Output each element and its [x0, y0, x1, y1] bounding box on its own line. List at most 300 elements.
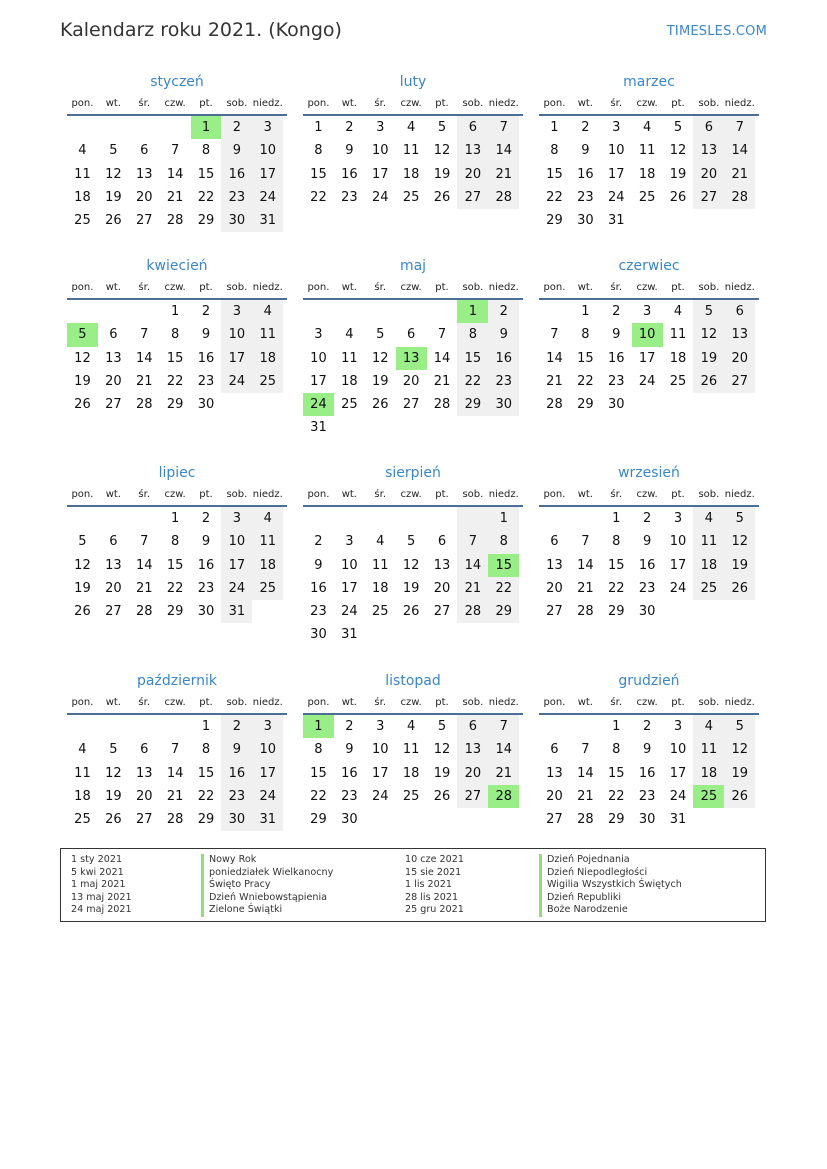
- day-cell: 18: [638, 166, 656, 182]
- day-cell: 8: [612, 534, 621, 550]
- day-cell: 19: [371, 373, 389, 389]
- day-cell: 19: [724, 554, 755, 577]
- day-cell: 28: [166, 812, 184, 828]
- day-cell: 27: [105, 397, 122, 413]
- day-cell: 15: [488, 554, 519, 577]
- day-cell: 8: [314, 742, 323, 758]
- day-cell: 6: [724, 300, 755, 323]
- day-cell: 28: [488, 186, 519, 209]
- day-cell: 26: [693, 370, 724, 393]
- day-cell: 15: [546, 166, 563, 182]
- legend-date: 1 sty 2021: [71, 854, 123, 865]
- weekday-label: czw.: [636, 98, 658, 109]
- day-cell: 6: [457, 715, 488, 738]
- weekday-label: niedz.: [488, 282, 519, 293]
- weekday-label: pon.: [71, 282, 94, 293]
- empty-cell: [160, 116, 191, 139]
- day-cell: 10: [632, 323, 663, 346]
- day-cell: 18: [402, 765, 420, 781]
- day-cell: 11: [693, 738, 724, 761]
- weekday-label: czw.: [636, 697, 658, 708]
- day-cell: 17: [669, 765, 687, 781]
- day-cell: 9: [221, 738, 252, 761]
- day-cell: 16: [577, 166, 594, 182]
- day-cell: 18: [341, 373, 358, 389]
- day-cell: 7: [581, 534, 590, 550]
- day-cell: 6: [437, 534, 447, 550]
- day-cell: 19: [105, 189, 122, 205]
- empty-cell: [98, 116, 129, 139]
- day-cell: 29: [457, 393, 488, 416]
- weekday-label: śr.: [138, 98, 151, 109]
- legend-holiday-name: Dzień Wniebowstąpienia: [201, 892, 333, 905]
- day-cell: 1: [457, 300, 488, 323]
- legend-date: 1 lis 2021: [405, 879, 452, 891]
- day-cell: 5: [724, 715, 755, 738]
- empty-cell: [129, 116, 160, 139]
- day-cell: 18: [252, 554, 283, 577]
- day-cell: 15: [457, 347, 488, 370]
- month-name: wrzesień: [618, 465, 680, 481]
- day-cell: 22: [197, 189, 215, 205]
- weekday-label: sob.: [698, 697, 720, 708]
- day-cell: 13: [396, 347, 427, 370]
- holiday-legend: [60, 848, 766, 922]
- day-cell: 16: [197, 350, 215, 366]
- day-cell: 27: [724, 370, 755, 393]
- day-cell: 10: [252, 139, 283, 162]
- weekday-label: niedz.: [488, 98, 519, 109]
- brand-link[interactable]: TIMESLES.COM: [666, 24, 767, 39]
- day-cell: 12: [105, 765, 122, 781]
- day-cell: 4: [345, 327, 354, 343]
- weekday-label: niedz.: [252, 489, 283, 500]
- weekday-header: [67, 485, 287, 507]
- day-cell: 21: [166, 788, 184, 804]
- empty-cell: [396, 507, 427, 530]
- day-cell: 6: [109, 327, 118, 343]
- day-cell: 20: [546, 788, 563, 804]
- day-cell: 30: [638, 812, 656, 828]
- day-cell: 24: [669, 580, 687, 596]
- day-cell: 3: [376, 120, 385, 135]
- weekday-label: śr.: [138, 697, 151, 708]
- day-cell: 1: [170, 304, 180, 319]
- day-cell: 14: [433, 350, 451, 366]
- weekday-label: pon.: [307, 282, 330, 293]
- day-cell: 29: [197, 812, 215, 828]
- weekday-label: pt.: [435, 282, 449, 293]
- day-cell: 18: [402, 166, 420, 182]
- day-cell: 16: [221, 163, 252, 186]
- day-cell: 23: [577, 189, 594, 205]
- weekday-label: niedz.: [252, 697, 283, 708]
- day-cell: 11: [693, 530, 724, 553]
- empty-cell: [303, 300, 334, 323]
- day-cell: 1: [303, 715, 334, 738]
- day-cell: 4: [78, 742, 87, 758]
- day-cell: 20: [457, 163, 488, 186]
- day-cell: 11: [252, 323, 283, 346]
- day-cell: 23: [638, 580, 656, 596]
- month-name: sierpień: [385, 465, 441, 481]
- day-cell: 17: [252, 762, 283, 785]
- legend-holiday-name: Nowy Rok: [201, 854, 333, 867]
- weekday-label: niedz.: [724, 489, 755, 500]
- weekday-label: wt.: [105, 98, 121, 109]
- day-cell: 5: [437, 719, 447, 734]
- day-cell: 9: [488, 323, 519, 346]
- day-cell: 19: [105, 788, 122, 804]
- weekday-label: czw.: [400, 282, 422, 293]
- day-cell: 24: [221, 577, 252, 600]
- day-cell: 25: [252, 577, 283, 600]
- legend-dates-col-1: [71, 854, 132, 917]
- day-cell: 17: [371, 166, 389, 182]
- day-cell: 24: [669, 788, 687, 804]
- month-name: czerwiec: [618, 258, 680, 274]
- day-cell: 25: [74, 213, 91, 229]
- weekday-label: śr.: [374, 489, 387, 500]
- day-cell: 12: [105, 166, 122, 182]
- weekday-label: pon.: [543, 697, 566, 708]
- day-cell: 7: [437, 327, 447, 343]
- day-cell: 28: [488, 785, 519, 808]
- day-cell: 13: [546, 765, 563, 781]
- day-cell: 11: [341, 350, 358, 366]
- day-cell: 26: [402, 604, 420, 620]
- legend-holiday-name: Dzień Republiki: [539, 892, 682, 905]
- day-cell: 27: [105, 604, 122, 620]
- day-cell: 21: [135, 580, 153, 596]
- day-cell: 28: [724, 186, 755, 209]
- weekday-label: sob.: [698, 98, 720, 109]
- weekday-label: śr.: [138, 282, 151, 293]
- day-cell: 4: [673, 304, 683, 319]
- weekday-header: [67, 94, 287, 116]
- day-cell: 13: [693, 139, 724, 162]
- day-cell: 17: [371, 765, 389, 781]
- day-cell: 23: [221, 186, 252, 209]
- day-cell: 6: [406, 327, 416, 343]
- day-cell: 23: [341, 788, 358, 804]
- day-cell: 5: [376, 327, 385, 343]
- day-cell: 7: [581, 742, 590, 758]
- day-cell: 31: [252, 209, 283, 232]
- day-cell: 18: [371, 580, 389, 596]
- weekday-label: czw.: [400, 489, 422, 500]
- day-cell: 9: [642, 742, 652, 758]
- day-cell: 6: [550, 742, 559, 758]
- weekday-label: pt.: [199, 697, 213, 708]
- empty-cell: [334, 507, 365, 530]
- weekday-label: pon.: [543, 489, 566, 500]
- day-cell: 28: [433, 397, 451, 413]
- day-cell: 25: [693, 785, 724, 808]
- day-cell: 21: [135, 373, 153, 389]
- weekday-label: pon.: [307, 697, 330, 708]
- day-cell: 12: [724, 738, 755, 761]
- day-cell: 11: [371, 557, 389, 573]
- day-cell: 1: [581, 304, 590, 319]
- day-cell: 26: [433, 788, 451, 804]
- legend-holiday-name: Święto Pracy: [201, 879, 333, 892]
- weekday-label: wt.: [577, 282, 593, 293]
- day-cell: 22: [457, 370, 488, 393]
- day-cell: 25: [402, 788, 420, 804]
- day-cell: 8: [170, 534, 180, 550]
- day-cell: 25: [693, 577, 724, 600]
- day-cell: 27: [402, 397, 420, 413]
- month-2: [539, 72, 759, 232]
- day-cell: 2: [612, 304, 621, 319]
- day-cell: 12: [371, 350, 389, 366]
- day-cell: 16: [488, 347, 519, 370]
- day-cell: 13: [135, 166, 153, 182]
- month-name: listopad: [385, 673, 441, 689]
- day-cell: 16: [607, 350, 625, 366]
- day-cell: 16: [310, 580, 327, 596]
- day-cell: 27: [546, 812, 563, 828]
- weekday-label: wt.: [105, 282, 121, 293]
- day-cell: 17: [221, 347, 252, 370]
- day-cell: 2: [488, 300, 519, 323]
- day-cell: 28: [457, 600, 488, 623]
- day-cell: 7: [488, 116, 519, 139]
- day-grid: [67, 715, 287, 831]
- weekday-label: wt.: [341, 489, 357, 500]
- day-cell: 7: [170, 143, 180, 159]
- weekday-label: pt.: [435, 98, 449, 109]
- day-cell: 14: [457, 554, 488, 577]
- day-cell: 3: [642, 304, 652, 319]
- day-cell: 29: [577, 397, 594, 413]
- day-cell: 12: [724, 530, 755, 553]
- day-cell: 6: [693, 116, 724, 139]
- weekday-label: sob.: [462, 282, 484, 293]
- weekday-header: [539, 278, 759, 300]
- weekday-label: sob.: [226, 98, 248, 109]
- empty-cell: [334, 300, 365, 323]
- day-cell: 17: [310, 373, 327, 389]
- day-cell: 26: [105, 812, 122, 828]
- day-cell: 20: [433, 580, 451, 596]
- day-cell: 22: [310, 189, 327, 205]
- day-cell: 5: [109, 143, 118, 159]
- day-cell: 29: [197, 213, 215, 229]
- weekday-label: niedz.: [724, 98, 755, 109]
- day-cell: 19: [433, 765, 451, 781]
- day-cell: 10: [221, 323, 252, 346]
- weekday-label: niedz.: [488, 489, 519, 500]
- day-cell: 4: [252, 507, 283, 530]
- weekday-label: niedz.: [252, 98, 283, 109]
- weekday-label: czw.: [164, 98, 186, 109]
- month-name: lipiec: [158, 465, 196, 481]
- day-cell: 10: [371, 742, 389, 758]
- empty-cell: [570, 715, 601, 738]
- weekday-label: czw.: [400, 697, 422, 708]
- day-cell: 11: [402, 742, 420, 758]
- day-cell: 20: [135, 189, 153, 205]
- weekday-label: pon.: [543, 98, 566, 109]
- day-cell: 9: [642, 534, 652, 550]
- weekday-header: [539, 485, 759, 507]
- day-cell: 7: [140, 534, 149, 550]
- day-cell: 27: [457, 785, 488, 808]
- weekday-label: pon.: [307, 489, 330, 500]
- day-cell: 24: [371, 788, 389, 804]
- empty-cell: [539, 715, 570, 738]
- weekday-label: pt.: [671, 282, 685, 293]
- day-cell: 23: [341, 189, 358, 205]
- day-cell: 14: [135, 350, 153, 366]
- day-cell: 26: [74, 397, 91, 413]
- day-cell: 22: [577, 373, 594, 389]
- day-cell: 3: [314, 327, 323, 343]
- weekday-label: śr.: [610, 282, 623, 293]
- legend-holiday-name: Dzień Niepodległości: [539, 867, 682, 880]
- day-cell: 21: [577, 788, 594, 804]
- day-cell: 22: [166, 373, 184, 389]
- day-cell: 24: [221, 370, 252, 393]
- day-cell: 9: [612, 327, 621, 343]
- day-cell: 18: [693, 762, 724, 785]
- day-cell: 2: [581, 120, 590, 135]
- legend-date: 10 cze 2021: [405, 854, 464, 865]
- day-cell: 27: [546, 604, 563, 620]
- day-grid: [303, 715, 523, 831]
- day-cell: 19: [433, 166, 451, 182]
- day-cell: 7: [457, 530, 488, 553]
- day-cell: 6: [140, 742, 149, 758]
- weekday-label: śr.: [374, 697, 387, 708]
- day-cell: 12: [402, 557, 420, 573]
- weekday-header: [303, 485, 523, 507]
- day-cell: 23: [197, 373, 215, 389]
- day-cell: 22: [488, 577, 519, 600]
- empty-cell: [98, 715, 129, 738]
- day-cell: 21: [433, 373, 451, 389]
- day-cell: 30: [607, 397, 625, 413]
- day-cell: 18: [669, 350, 687, 366]
- month-7: [303, 463, 523, 647]
- day-cell: 26: [724, 577, 755, 600]
- day-cell: 30: [221, 808, 252, 831]
- day-cell: 1: [314, 120, 323, 135]
- day-cell: 26: [724, 785, 755, 808]
- day-cell: 18: [74, 189, 91, 205]
- day-grid: [539, 507, 759, 623]
- day-cell: 1: [488, 507, 519, 530]
- day-cell: 13: [433, 557, 451, 573]
- day-cell: 24: [638, 373, 656, 389]
- day-cell: 18: [74, 788, 91, 804]
- day-cell: 17: [341, 580, 358, 596]
- month-name: styczeń: [150, 74, 204, 90]
- empty-cell: [67, 715, 98, 738]
- month-4: [303, 256, 523, 440]
- day-cell: 5: [109, 742, 118, 758]
- empty-cell: [129, 507, 160, 530]
- weekday-label: wt.: [577, 489, 593, 500]
- legend-holiday-name: Wigilia Wszystkich Świętych: [539, 879, 682, 892]
- day-cell: 14: [166, 166, 184, 182]
- weekday-header: [67, 693, 287, 715]
- day-cell: 1: [550, 120, 559, 135]
- day-cell: 4: [406, 120, 416, 135]
- day-cell: 31: [669, 812, 687, 828]
- day-cell: 25: [638, 189, 656, 205]
- legend-date: 5 kwi 2021: [71, 866, 124, 878]
- day-cell: 8: [314, 143, 323, 159]
- weekday-label: niedz.: [252, 282, 283, 293]
- empty-cell: [67, 300, 98, 323]
- day-cell: 14: [577, 557, 594, 573]
- day-cell: 30: [197, 397, 215, 413]
- weekday-label: śr.: [138, 489, 151, 500]
- day-cell: 16: [197, 557, 215, 573]
- day-cell: 17: [221, 554, 252, 577]
- day-cell: 10: [607, 143, 625, 159]
- day-cell: 17: [638, 350, 656, 366]
- empty-cell: [365, 300, 396, 323]
- day-cell: 5: [67, 323, 98, 346]
- day-cell: 12: [74, 557, 91, 573]
- month-11: [539, 671, 759, 831]
- day-cell: 14: [166, 765, 184, 781]
- day-cell: 31: [341, 627, 358, 643]
- day-cell: 21: [488, 762, 519, 785]
- day-cell: 3: [252, 715, 283, 738]
- legend-holiday-name: Zielone Świątki: [201, 904, 333, 917]
- day-cell: 31: [310, 420, 327, 436]
- day-cell: 30: [221, 209, 252, 232]
- day-cell: 11: [74, 765, 91, 781]
- day-cell: 10: [371, 143, 389, 159]
- month-name: marzec: [623, 74, 675, 90]
- day-cell: 3: [221, 300, 252, 323]
- day-cell: 21: [546, 373, 563, 389]
- weekday-label: wt.: [105, 489, 121, 500]
- day-cell: 21: [457, 577, 488, 600]
- day-cell: 30: [341, 812, 358, 828]
- day-cell: 15: [607, 557, 625, 573]
- day-cell: 2: [314, 534, 323, 550]
- day-cell: 14: [488, 139, 519, 162]
- day-cell: 9: [201, 534, 211, 550]
- day-cell: 13: [457, 139, 488, 162]
- day-grid: [539, 300, 759, 416]
- empty-cell: [98, 300, 129, 323]
- month-6: [67, 463, 287, 623]
- day-cell: 20: [693, 163, 724, 186]
- weekday-label: sob.: [462, 98, 484, 109]
- weekday-label: sob.: [462, 489, 484, 500]
- day-cell: 4: [406, 719, 416, 734]
- day-cell: 7: [488, 715, 519, 738]
- month-3: [67, 256, 287, 416]
- day-cell: 31: [221, 600, 252, 623]
- day-cell: 11: [638, 143, 656, 159]
- day-cell: 26: [74, 604, 91, 620]
- day-cell: 27: [433, 604, 451, 620]
- empty-cell: [129, 715, 160, 738]
- day-cell: 6: [550, 534, 559, 550]
- day-cell: 2: [201, 304, 211, 319]
- day-cell: 25: [371, 604, 389, 620]
- day-cell: 1: [201, 719, 211, 734]
